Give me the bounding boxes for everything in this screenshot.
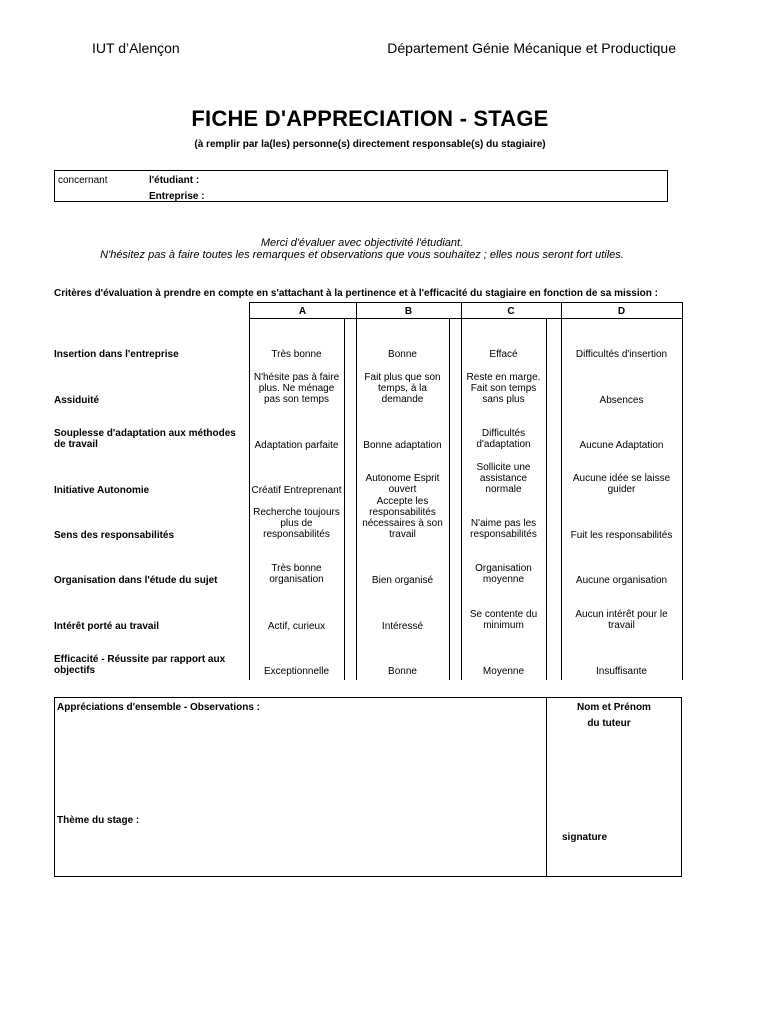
rating-cell-a <box>249 621 344 632</box>
rating-cell-line: plus. Ne ménage <box>258 383 335 395</box>
rating-cell-line: Bonne <box>388 348 417 360</box>
rating-cell-a <box>249 666 344 677</box>
criterion-label <box>54 654 244 676</box>
criterion-label-line: Assiduité <box>54 394 100 406</box>
rating-cell-line: nécessaires à son <box>362 517 443 529</box>
criteria-intro: Critères d'évaluation à prendre en compte en s'attachant à la pertinence et à l'efficacité du stagiaire en fonction de sa mission : <box>54 288 658 299</box>
rating-cell-line: Organisation <box>475 563 532 575</box>
rating-cell-a <box>249 507 344 540</box>
rating-cell-c <box>461 563 546 585</box>
rating-cell-line: Très bonne <box>271 563 322 575</box>
criterion-label-line: Insertion dans l'entreprise <box>54 348 179 360</box>
column-header-c: C <box>507 306 515 317</box>
rating-cell-line: Adaptation parfaite <box>254 439 339 451</box>
rating-cell-line: Effacé <box>489 348 518 360</box>
rating-cell-d <box>561 575 682 586</box>
signature-label: signature <box>562 832 608 843</box>
rating-cell-line: Insuffisante <box>596 665 647 677</box>
rating-cell-line: assistance <box>479 473 528 485</box>
grid-line <box>682 302 683 680</box>
rating-cell-c <box>461 372 546 405</box>
rating-cell-line: Fuit les responsabilités <box>570 529 673 541</box>
rating-cell-line: ouvert <box>388 484 417 496</box>
grid-line <box>249 302 682 303</box>
rating-cell-line: temps, à la <box>378 383 427 395</box>
rating-cell-a <box>249 485 344 496</box>
column-header-d: D <box>617 306 626 317</box>
rating-cell-b <box>356 473 449 495</box>
school-name: IUT d’Alençon <box>92 40 180 56</box>
rating-cell-a <box>249 440 344 451</box>
rating-cell-d <box>561 609 682 631</box>
rating-cell-c <box>461 349 546 360</box>
rating-cell-line: responsabilités <box>369 506 436 518</box>
rating-cell-line: minimum <box>483 620 524 632</box>
rating-cell-line: Fait plus que son <box>364 372 441 384</box>
criterion-label-line: Intérêt porté au travail <box>54 620 160 632</box>
criterion-label-line: Organisation dans l'étude du sujet <box>54 574 218 586</box>
student-field-label: l'étudiant : <box>149 175 200 186</box>
rating-cell-line: Bien organisé <box>371 574 434 586</box>
rating-cell-d <box>561 666 682 677</box>
rating-cell-line: Sollicite une <box>476 462 531 474</box>
rating-cell-line: travail <box>389 528 416 540</box>
rating-cell-line: Difficultés <box>481 428 526 440</box>
rating-cell-b <box>356 496 449 540</box>
rating-cell-a <box>249 372 344 405</box>
criterion-label-line: Sens des responsabilités <box>54 529 175 541</box>
criterion-label <box>54 575 244 586</box>
rating-cell-line: Actif, curieux <box>267 620 326 632</box>
grid-line <box>449 318 450 680</box>
rating-cell-a <box>249 349 344 360</box>
rating-cell-b <box>356 372 449 405</box>
rating-cell-line: Autonome Esprit <box>365 473 440 485</box>
rating-cell-line: Aucune Adaptation <box>579 439 664 451</box>
criterion-label-line: de travail <box>54 439 98 451</box>
rating-cell-line: Très bonne <box>271 348 322 360</box>
rating-cell-line: Exceptionnelle <box>263 665 330 677</box>
rating-cell-b <box>356 621 449 632</box>
rating-cell-line: Fait son temps <box>470 383 537 395</box>
column-header-a: A <box>298 306 307 317</box>
rating-cell-line: Accepte les <box>376 495 429 507</box>
criterion-label-line: Efficacité - Réussite par rapport aux <box>54 654 226 666</box>
tutor-name-label: Nom et Prénom <box>577 702 651 713</box>
student-info-box <box>54 170 668 202</box>
form-subtitle: (à remplir par la(les) personne(s) directement responsable(s) du stagiaire) <box>194 139 546 150</box>
rating-cell-line: Difficultés d'insertion <box>575 348 668 360</box>
concernant-label: concernant <box>58 175 108 186</box>
criterion-label-line: Souplesse d'adaptation aux méthodes <box>54 428 236 440</box>
grid-line <box>249 318 682 319</box>
rating-cell-line: Aucune organisation <box>575 574 668 586</box>
rating-cell-line: plus de <box>280 518 313 530</box>
rating-cell-line: Bonne adaptation <box>363 439 442 451</box>
thanks-line-1: Merci d'évaluer avec objectivité l'étudiant. <box>260 237 464 249</box>
rating-cell-c <box>461 428 546 450</box>
criterion-label-line: objectifs <box>54 665 96 677</box>
rating-cell-line: Reste en marge. <box>466 372 541 384</box>
rating-cell-line: Aucune idée se laisse <box>572 473 671 485</box>
rating-cell-b <box>356 575 449 586</box>
rating-cell-d <box>561 440 682 451</box>
rating-cell-line: Se contente du <box>469 609 538 621</box>
grid-line <box>546 318 547 680</box>
rating-cell-d <box>561 395 682 406</box>
criterion-label <box>54 621 244 632</box>
rating-cell-c <box>461 609 546 631</box>
rating-cell-c <box>461 462 546 495</box>
thanks-line-2: N'hésitez pas à faire toutes les remarques et observations que vous souhaitez ; elles nous seront fort utiles. <box>100 249 624 261</box>
rating-cell-c <box>461 666 546 677</box>
rating-cell-d <box>561 530 682 541</box>
rating-cell-line: responsabilités <box>263 529 330 541</box>
criterion-label <box>54 485 244 496</box>
rating-cell-line: Bonne <box>388 665 417 677</box>
rating-cell-line: organisation <box>269 574 324 586</box>
rating-cell-line: Créatif Entreprenant <box>251 484 342 496</box>
criterion-label <box>54 428 244 450</box>
rating-cell-line: N'hésite pas à faire <box>253 372 340 384</box>
rating-cell-line: pas son temps <box>263 394 330 406</box>
rating-cell-line: N'aime pas les <box>470 518 537 530</box>
column-header-b: B <box>404 306 413 317</box>
observations-label: Appréciations d'ensemble - Observations : <box>57 702 260 713</box>
criterion-label <box>54 530 244 541</box>
form-title: FICHE D'APPRECIATION - STAGE <box>191 106 549 131</box>
rating-cell-b <box>356 666 449 677</box>
rating-cell-line: d'adaptation <box>476 439 531 451</box>
criterion-label <box>54 395 244 406</box>
rating-cell-line: travail <box>608 620 635 632</box>
rating-cell-line: moyenne <box>482 574 525 586</box>
rating-cell-line: Aucun intérêt pour le <box>575 609 668 621</box>
rating-cell-line: Intéressé <box>381 620 424 632</box>
rating-cell-line: responsabilités <box>470 529 537 541</box>
rating-cell-line: demande <box>381 394 424 406</box>
criterion-label-line: Initiative Autonomie <box>54 484 150 496</box>
tutor-label: du tuteur <box>587 718 631 729</box>
rating-cell-line: sans plus <box>482 394 525 406</box>
rating-cell-b <box>356 349 449 360</box>
rating-cell-d <box>561 473 682 495</box>
rating-cell-a <box>249 563 344 585</box>
rating-cell-line: guider <box>607 484 636 496</box>
rating-cell-line: Moyenne <box>482 665 525 677</box>
grid-line <box>344 318 345 680</box>
rating-cell-line: normale <box>485 484 522 496</box>
internship-theme-label: Thème du stage : <box>57 815 140 826</box>
rating-cell-line: Recherche toujours <box>253 507 340 519</box>
company-field-label: Entreprise : <box>149 191 205 202</box>
department-name: Département Génie Mécanique et Productique <box>387 40 676 56</box>
rating-cell-line: Absences <box>599 394 644 406</box>
rating-cell-d <box>561 349 682 360</box>
criterion-label <box>54 349 244 360</box>
rating-cell-c <box>461 518 546 540</box>
rating-cell-b <box>356 440 449 451</box>
